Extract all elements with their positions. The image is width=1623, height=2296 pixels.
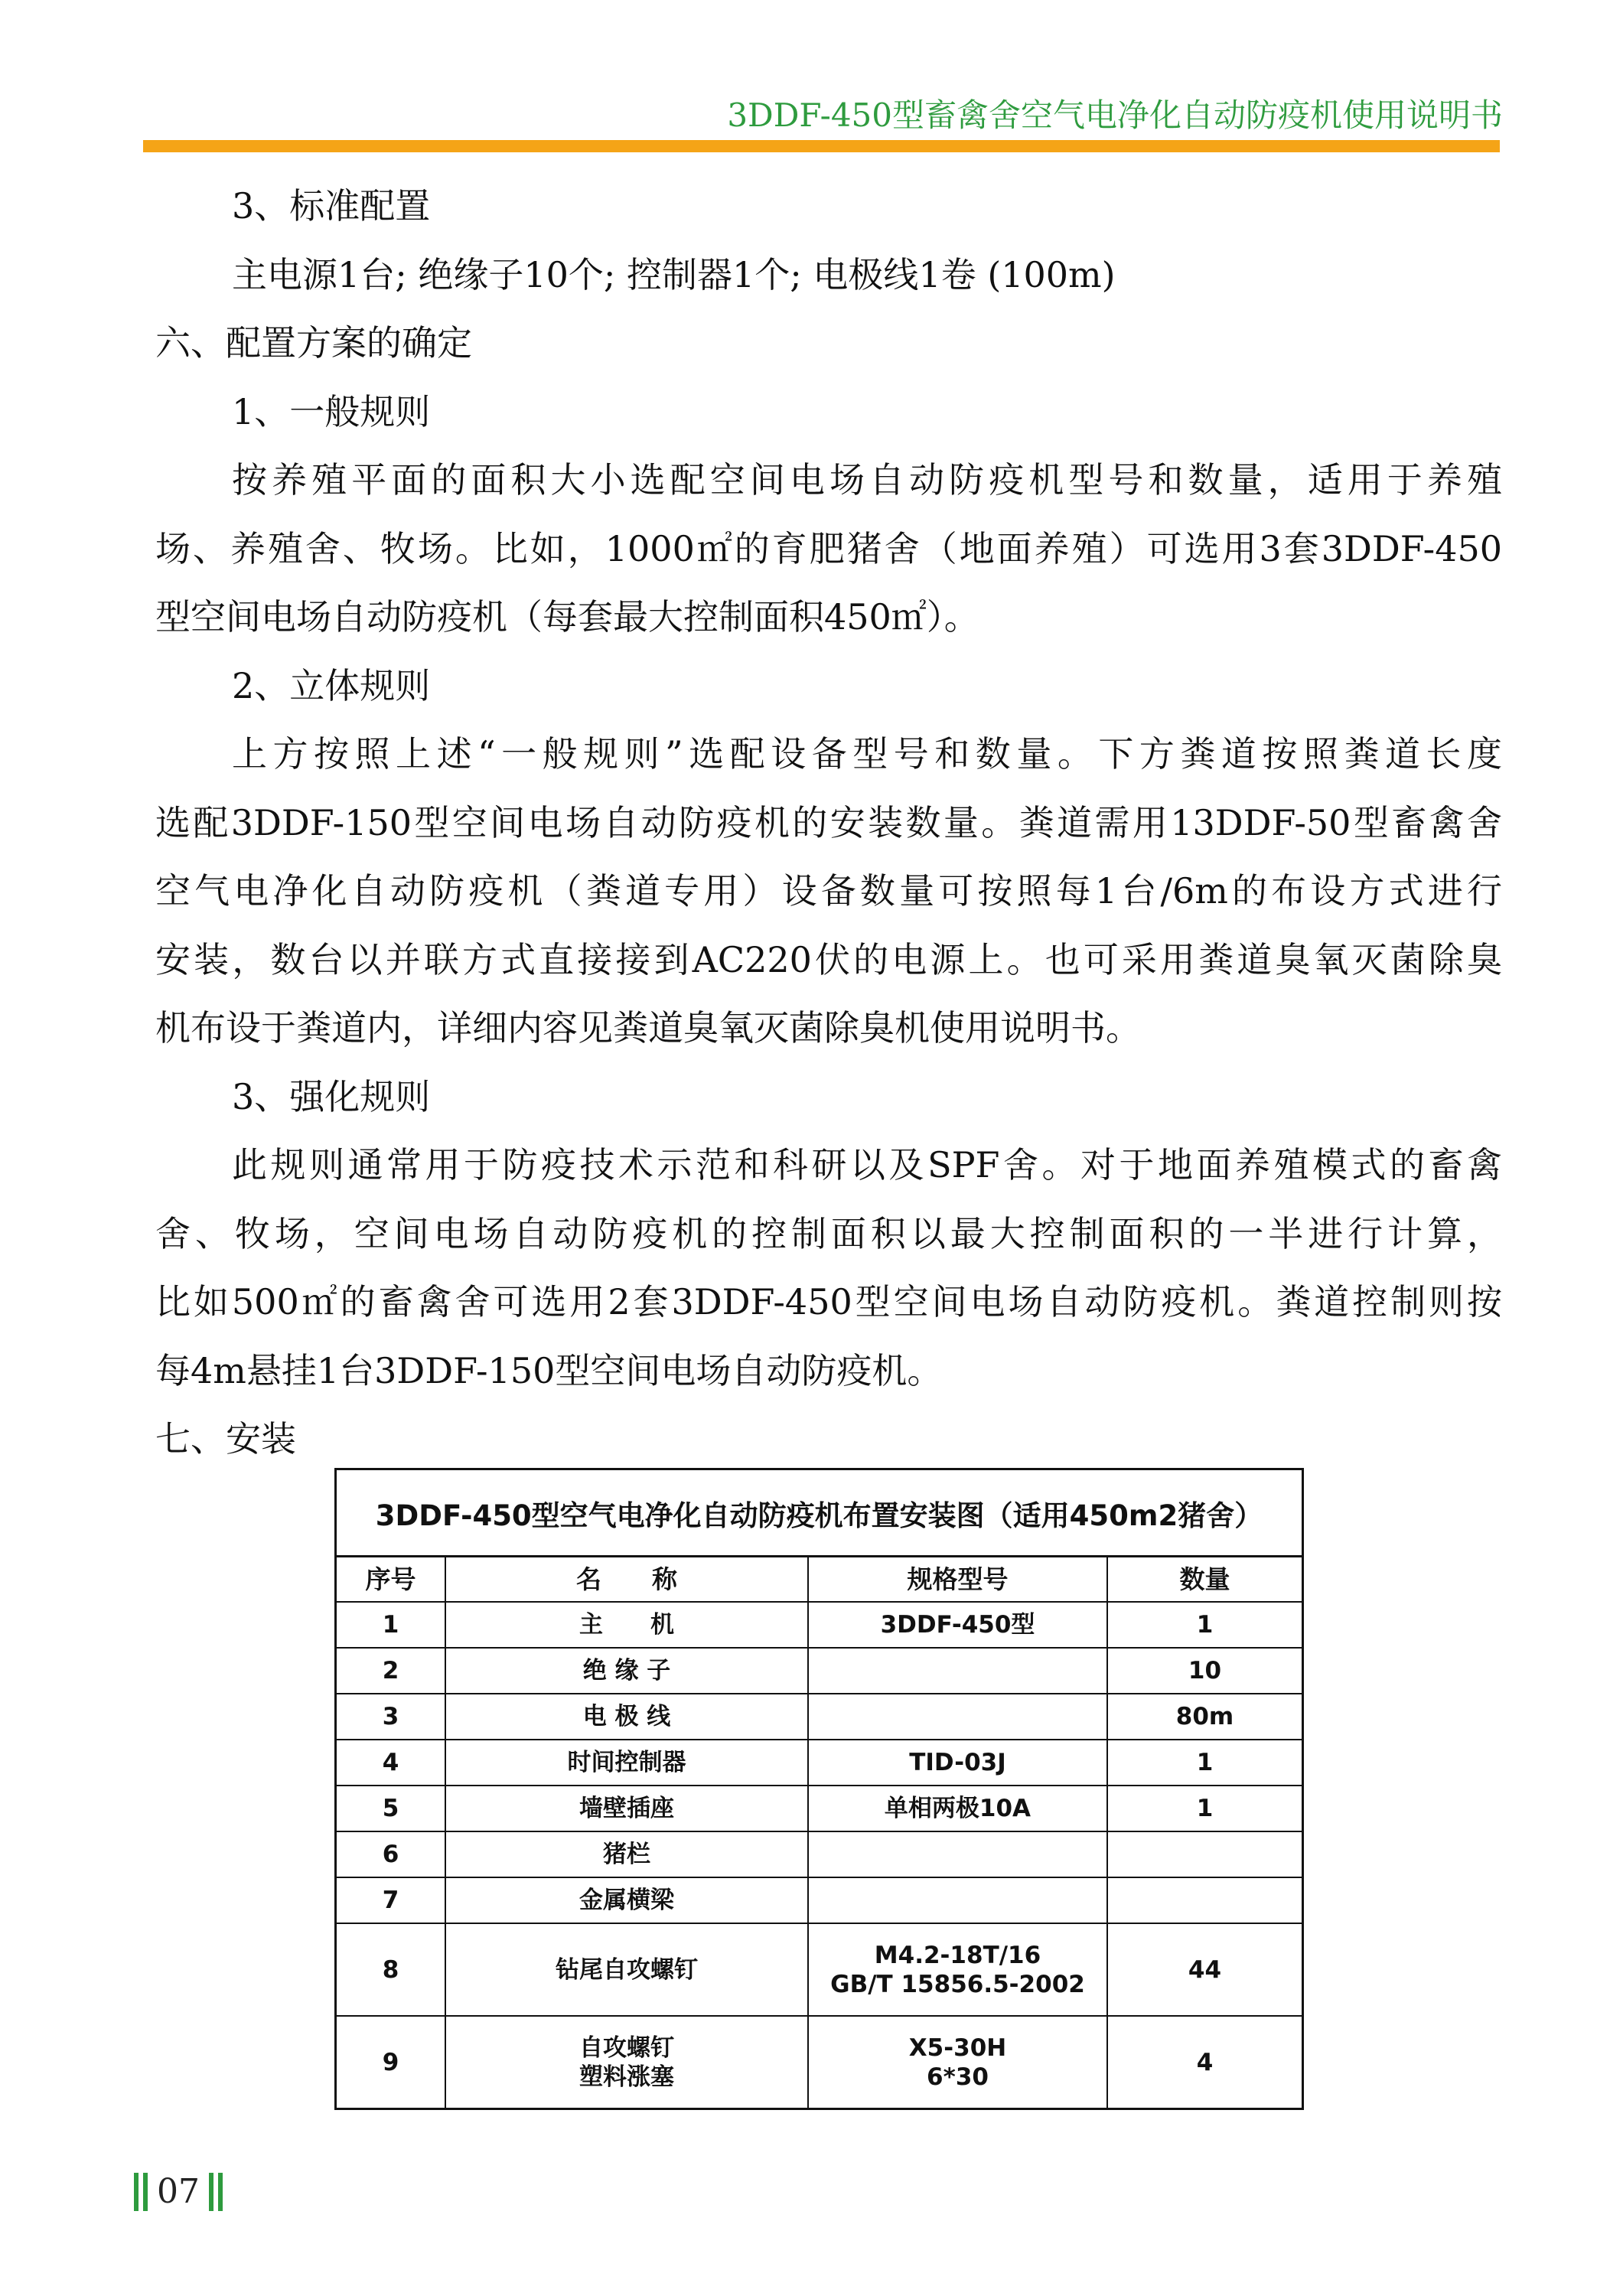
- body-line: 上方按照上述“一般规则”选配设备型号和数量。下方粪道按照粪道长度: [232, 733, 1502, 775]
- cell-no: 6: [337, 1831, 445, 1877]
- body-line: 机布设于粪道内，详细内容见粪道臭氧灭菌除臭机使用说明书。: [155, 1007, 1141, 1049]
- cell-name: 墙壁插座: [445, 1786, 808, 1831]
- cell-qty: [1107, 1877, 1302, 1923]
- cell-name: 金属横梁: [445, 1877, 808, 1923]
- cell-no: 5: [337, 1786, 445, 1831]
- body-line: 此规则通常用于防疫技术示范和科研以及SPF舍。对于地面养殖模式的畜禽: [232, 1144, 1502, 1186]
- table-row: [337, 1923, 1302, 2016]
- cell-qty: 80m: [1107, 1694, 1302, 1740]
- table-row: [337, 1648, 1302, 1694]
- section-heading: 六、配置方案的确定: [155, 322, 472, 364]
- body-text: [155, 172, 1502, 1474]
- table-row: [337, 1786, 1302, 1831]
- cell-name: 自攻螺钉 塑料涨塞: [445, 2016, 808, 2108]
- body-line: 按养殖平面的面积大小选配空间电场自动防疫机型号和数量，适用于养殖: [232, 459, 1502, 501]
- cell-spec: [808, 1648, 1107, 1694]
- cell-spec: [808, 1831, 1107, 1877]
- cell-no: 1: [337, 1602, 445, 1648]
- cell-spec: 3DDF-450型: [808, 1602, 1107, 1648]
- section-heading: 七、安装: [155, 1418, 296, 1459]
- body-line: 3、强化规则: [232, 1075, 431, 1117]
- table-row: [337, 1602, 1302, 1648]
- body-line: 1、一般规则: [232, 390, 431, 432]
- body-line: 场、养殖舍、牧场。比如，1000㎡的育肥猪舍（地面养殖）可选用3套3DDF-450: [155, 527, 1502, 569]
- cell-no: 7: [337, 1877, 445, 1923]
- parts-table: [334, 1468, 1304, 2110]
- cell-qty: 1: [1107, 1740, 1302, 1786]
- cell-qty: 4: [1107, 2016, 1302, 2108]
- body-line: 选配3DDF-150型空间电场自动防疫机的安装数量。粪道需用13DDF-50型畜禽舍: [155, 801, 1502, 843]
- table-header-name: 名 称: [445, 1557, 808, 1602]
- body-line: 安装，数台以并联方式直接接到AC220伏的电源上。也可采用粪道臭氧灭菌除臭: [155, 938, 1502, 980]
- cell-qty: 44: [1107, 1923, 1302, 2016]
- page-bar-left-icon: [134, 2173, 139, 2211]
- page-bar-right-icon: [209, 2173, 213, 2211]
- table-row: [337, 1877, 1302, 1923]
- table-row: [337, 1694, 1302, 1740]
- cell-spec: [808, 1694, 1107, 1740]
- cell-no: 9: [337, 2016, 445, 2108]
- table-row: [337, 1740, 1302, 1786]
- cell-no: 3: [337, 1694, 445, 1740]
- header-rule: [143, 140, 1500, 152]
- body-line: 每4m悬挂1台3DDF-150型空间电场自动防疫机。: [155, 1349, 943, 1391]
- table-row: [337, 1831, 1302, 1877]
- cell-spec: X5-30H 6*30: [808, 2016, 1107, 2108]
- body-line: 舍、牧场，空间电场自动防疫机的控制面积以最大控制面积的一半进行计算，: [155, 1212, 1502, 1254]
- running-header-title: 3DDF-450型畜禽舍空气电净化自动防疫机使用说明书: [727, 96, 1503, 134]
- cell-no: 4: [337, 1740, 445, 1786]
- page-number: [134, 2172, 223, 2211]
- table-row: [337, 2016, 1302, 2108]
- body-line: 空气电净化自动防疫机（粪道专用）设备数量可按照每1台/6m的布设方式进行: [155, 870, 1502, 912]
- body-line: 主电源1台; 绝缘子10个; 控制器1个; 电极线1卷 (100m): [232, 253, 1116, 295]
- cell-spec: [808, 1877, 1107, 1923]
- page-number-label: 07: [157, 2172, 200, 2211]
- body-line: 2、立体规则: [232, 664, 431, 706]
- cell-qty: 1: [1107, 1602, 1302, 1648]
- table-header-spec: 规格型号: [808, 1557, 1107, 1602]
- cell-no: 8: [337, 1923, 445, 2016]
- body-line: 型空间电场自动防疫机（每套最大控制面积450㎡）。: [155, 596, 979, 638]
- cell-name: 主 机: [445, 1602, 808, 1648]
- table-title: 3DDF-450型空气电净化自动防疫机布置安装图（适用450m2猪舍）: [337, 1470, 1302, 1557]
- cell-qty: 1: [1107, 1786, 1302, 1831]
- cell-spec: 单相两极10A: [808, 1786, 1107, 1831]
- cell-name: 时间控制器: [445, 1740, 808, 1786]
- body-line: 3、标准配置: [232, 185, 431, 227]
- page-bar-right-icon: [218, 2173, 223, 2211]
- page-bar-left-icon: [143, 2173, 148, 2211]
- cell-name: 猪栏: [445, 1831, 808, 1877]
- cell-spec: TID-03J: [808, 1740, 1107, 1786]
- cell-name: 电 极 线: [445, 1694, 808, 1740]
- cell-spec: M4.2-18T/16 GB/T 15856.5-2002: [808, 1923, 1107, 2016]
- cell-name: 绝 缘 子: [445, 1648, 808, 1694]
- table-header-qty: 数量: [1107, 1557, 1302, 1602]
- cell-qty: 10: [1107, 1648, 1302, 1694]
- cell-qty: [1107, 1831, 1302, 1877]
- cell-name: 钻尾自攻螺钉: [445, 1923, 808, 2016]
- table-header-no: 序号: [337, 1557, 445, 1602]
- body-line: 比如500㎡的畜禽舍可选用2套3DDF-450型空间电场自动防疫机。粪道控制则按: [155, 1281, 1502, 1322]
- cell-no: 2: [337, 1648, 445, 1694]
